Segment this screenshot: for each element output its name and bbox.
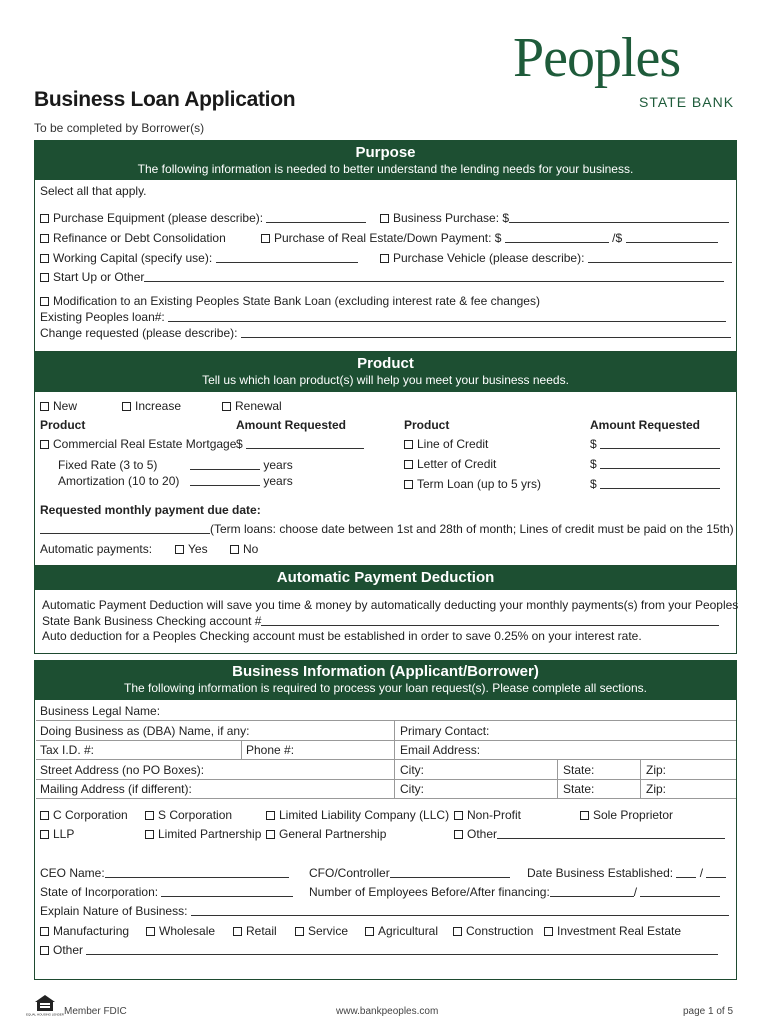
business-purchase-field[interactable] [509, 212, 729, 223]
checkbox[interactable] [145, 811, 154, 820]
change-requested-row: Change requested (please describe): [40, 326, 731, 340]
checkbox[interactable] [40, 273, 49, 282]
working-capital-field[interactable] [216, 252, 358, 263]
checkbox[interactable] [454, 811, 463, 820]
checkbox[interactable] [544, 927, 553, 936]
term-loan-amount: $ [590, 477, 720, 491]
auto-deduction-line3: Auto deduction for a Peoples Checking account must be established in order to save 0.25% on your interest rate. [42, 629, 642, 643]
agricultural-option[interactable]: Agricultural [365, 924, 438, 938]
commercial-re-option[interactable]: Commercial Real Estate Mortgage [40, 437, 236, 451]
website-link[interactable]: www.bankpeoples.com [336, 1006, 439, 1017]
nature-row: Explain Nature of Business: [40, 904, 729, 918]
due-date-label: Requested monthly payment due date: [40, 503, 261, 517]
zip-label[interactable]: Zip: [646, 763, 667, 777]
letter-of-credit-option[interactable]: Letter of Credit [404, 457, 496, 471]
employees-row: Number of Employees Before/After financing: / [309, 885, 720, 899]
col-amount-label: Amount Requested [236, 418, 347, 432]
checkbox[interactable] [230, 545, 239, 554]
other-nature-field[interactable] [86, 944, 718, 955]
product-header [34, 352, 737, 392]
commercial-re-amount-field[interactable] [246, 438, 364, 449]
tax-id-label[interactable]: Tax I.D. #: [40, 743, 95, 757]
checkbox[interactable] [40, 946, 49, 955]
checking-account-field[interactable] [261, 615, 719, 626]
commercial-re-amount: $ [236, 437, 364, 451]
real-estate-option[interactable]: Purchase of Real Estate/Down Payment: $ /$ [261, 231, 718, 245]
purchase-equipment-field[interactable] [266, 212, 366, 223]
letter-of-credit-field[interactable] [600, 458, 720, 469]
ceo-field[interactable] [105, 867, 289, 878]
purpose-intro: The following information is needed to better understand the lending needs for your business. [137, 162, 634, 176]
primary-contact-label[interactable]: Primary Contact: [400, 724, 490, 738]
ceo-row: CEO Name: [40, 866, 289, 880]
checkbox[interactable] [380, 214, 389, 223]
construction-option[interactable]: Construction [453, 924, 533, 938]
checkbox[interactable] [261, 234, 270, 243]
mailing-city-label[interactable]: City: [400, 782, 424, 796]
state-inc-row: State of Incorporation: [40, 885, 293, 899]
purchase-equipment-option[interactable]: Purchase Equipment (please describe): [40, 211, 366, 225]
row-divider [36, 740, 736, 741]
checkbox[interactable] [40, 254, 49, 263]
page-subtitle: To be completed by Borrower(s) [34, 121, 205, 135]
renewal-option[interactable]: Renewal [222, 399, 282, 413]
checkbox[interactable] [40, 811, 49, 820]
row-divider [36, 798, 736, 799]
checkbox[interactable] [580, 811, 589, 820]
checkbox[interactable] [454, 830, 463, 839]
nature-field[interactable] [191, 905, 729, 916]
fixed-rate-years: years [190, 458, 293, 472]
auto-deduction-line2: State Bank Business Checking account # [42, 614, 719, 628]
purpose-header [34, 140, 737, 180]
checkbox[interactable] [146, 927, 155, 936]
col-divider [557, 759, 558, 798]
s-corp-option[interactable]: S Corporation [145, 808, 232, 822]
checkbox[interactable] [404, 440, 413, 449]
llc-option[interactable]: Limited Liability Company (LLC) [266, 808, 449, 822]
equal-housing-lender-icon [26, 994, 64, 1017]
gen-partnership-option[interactable]: General Partnership [266, 827, 386, 841]
checkbox[interactable] [222, 402, 231, 411]
checkbox[interactable] [40, 214, 49, 223]
real-estate-field-2[interactable] [626, 232, 718, 243]
col-divider [640, 759, 641, 798]
col-product-label: Product [40, 418, 86, 432]
page-number: page 1 of 5 [683, 1006, 734, 1017]
mailing-zip-label[interactable]: Zip: [646, 782, 667, 796]
dba-label[interactable]: Doing Business as (DBA) Name, if any: [40, 724, 250, 738]
checkbox[interactable] [40, 440, 49, 449]
startup-field[interactable] [144, 271, 724, 282]
business-info-intro: The following information is required to process your loan request(s). Please complete all sections. [124, 681, 647, 695]
purpose-heading: Purpose [355, 144, 416, 161]
col-divider [394, 720, 395, 798]
select-all-note: Select all that apply. [40, 184, 147, 198]
checkbox[interactable] [295, 927, 304, 936]
brand-logo-subtitle: STATE BANK [639, 94, 735, 110]
checkbox[interactable] [233, 927, 242, 936]
fixed-rate-row: Fixed Rate (3 to 5) [58, 458, 158, 472]
date-est-row: Date Business Established: / [527, 866, 726, 880]
increase-option[interactable]: Increase [122, 399, 181, 413]
mailing-label[interactable]: Mailing Address (if different): [40, 782, 192, 796]
phone-label[interactable]: Phone #: [246, 743, 295, 757]
col-product-label-2: Product [404, 418, 450, 432]
due-date-field[interactable] [40, 523, 210, 534]
date-est-year-field[interactable] [706, 867, 726, 878]
product-heading: Product [357, 355, 414, 372]
sole-prop-option[interactable]: Sole Proprietor [580, 808, 673, 822]
employees-before-field[interactable] [550, 886, 634, 897]
page-title: Business Loan Application [34, 88, 296, 111]
other-entity-field[interactable] [497, 828, 725, 839]
checkbox[interactable] [40, 234, 49, 243]
existing-loan-field[interactable] [168, 311, 726, 322]
business-info-heading: Business Information (Applicant/Borrower) [232, 663, 539, 680]
auto-payments-no[interactable]: No [230, 542, 258, 556]
investment-re-option[interactable]: Investment Real Estate [544, 924, 681, 938]
service-option[interactable]: Service [295, 924, 348, 938]
product-intro: Tell us which loan product(s) will help you meet your business needs. [202, 373, 569, 387]
real-estate-field-1[interactable] [505, 232, 609, 243]
due-date-row: (Term loans: choose date between 1st and 28th of month; Lines of credit must be paid on the 15th) [40, 522, 734, 536]
checkbox[interactable] [380, 254, 389, 263]
cfo-row: CFO/Controller [309, 866, 510, 880]
checkbox[interactable] [145, 830, 154, 839]
checkbox[interactable] [404, 460, 413, 469]
llp-option[interactable]: LLP [40, 827, 74, 841]
term-loan-option[interactable]: Term Loan (up to 5 yrs) [404, 477, 541, 491]
city-label[interactable]: City: [400, 763, 424, 777]
vehicle-field[interactable] [588, 252, 732, 263]
amortization-row: Amortization (10 to 20) [58, 474, 180, 488]
modification-option[interactable]: Modification to an Existing Peoples State Bank Loan (excluding interest rate & fee changes) [40, 294, 540, 308]
street-label[interactable]: Street Address (no PO Boxes): [40, 763, 205, 777]
equal-housing-lender-text: EQUAL HOUSING LENDER [26, 1012, 64, 1017]
row-divider [36, 720, 736, 721]
auto-deduction-header [34, 566, 737, 590]
wholesale-option[interactable]: Wholesale [146, 924, 215, 938]
other-entity-option[interactable]: Other [454, 827, 725, 841]
row-divider [36, 779, 736, 780]
manufacturing-option[interactable]: Manufacturing [40, 924, 129, 938]
non-profit-option[interactable]: Non-Profit [454, 808, 521, 822]
state-inc-field[interactable] [161, 886, 293, 897]
checkbox[interactable] [266, 811, 275, 820]
refinance-option[interactable]: Refinance or Debt Consolidation [40, 231, 226, 245]
change-requested-field[interactable] [241, 327, 731, 338]
retail-option[interactable]: Retail [233, 924, 277, 938]
line-of-credit-option[interactable]: Line of Credit [404, 437, 488, 451]
col-divider [241, 740, 242, 759]
email-label[interactable]: Email Address: [400, 743, 481, 757]
col-amount-label-2: Amount Requested [590, 418, 701, 432]
business-purchase-option[interactable]: Business Purchase: $ [380, 211, 729, 225]
date-est-month-field[interactable] [676, 867, 696, 878]
checkbox[interactable] [40, 830, 49, 839]
ltd-partnership-option[interactable]: Limited Partnership [145, 827, 261, 841]
checkbox[interactable] [453, 927, 462, 936]
member-fdic: Member FDIC [64, 1006, 127, 1017]
auto-payments-yes[interactable]: Yes [175, 542, 208, 556]
c-corp-option[interactable]: C Corporation [40, 808, 128, 822]
vehicle-option[interactable]: Purchase Vehicle (please describe): [380, 251, 732, 265]
checkbox[interactable] [175, 545, 184, 554]
checkbox[interactable] [122, 402, 131, 411]
amortization-field[interactable] [190, 475, 260, 486]
startup-option[interactable]: Start Up or Other [40, 270, 724, 284]
existing-loan-row: Existing Peoples loan#: [40, 310, 726, 324]
business-info-header [34, 660, 737, 700]
checkbox[interactable] [266, 830, 275, 839]
other-nature-option[interactable]: Other [40, 943, 718, 957]
state-label[interactable]: State: [563, 763, 595, 777]
brand-logo-wordmark: Peoples [513, 27, 681, 89]
auto-deduction-line1: Automatic Payment Deduction will save you time & money by automatically deducting your monthly payments(s) from your Peoples [42, 598, 739, 612]
amortization-years: years [190, 474, 293, 488]
fixed-rate-field[interactable] [190, 459, 260, 470]
checkbox[interactable] [40, 297, 49, 306]
line-of-credit-amount: $ [590, 437, 720, 451]
legal-name-label[interactable]: Business Legal Name: [40, 704, 161, 718]
checkbox[interactable] [404, 480, 413, 489]
working-capital-option[interactable]: Working Capital (specify use): [40, 251, 358, 265]
checkbox[interactable] [40, 927, 49, 936]
cfo-field[interactable] [390, 867, 510, 878]
auto-payments-label: Automatic payments: [40, 542, 153, 556]
row-divider [36, 759, 736, 760]
term-loan-field[interactable] [600, 478, 720, 489]
new-option[interactable]: New [40, 399, 77, 413]
auto-deduction-heading: Automatic Payment Deduction [276, 569, 495, 586]
mailing-state-label[interactable]: State: [563, 782, 595, 796]
line-of-credit-field[interactable] [600, 438, 720, 449]
checkbox[interactable] [40, 402, 49, 411]
checkbox[interactable] [365, 927, 374, 936]
employees-after-field[interactable] [640, 886, 720, 897]
letter-of-credit-amount: $ [590, 457, 720, 471]
